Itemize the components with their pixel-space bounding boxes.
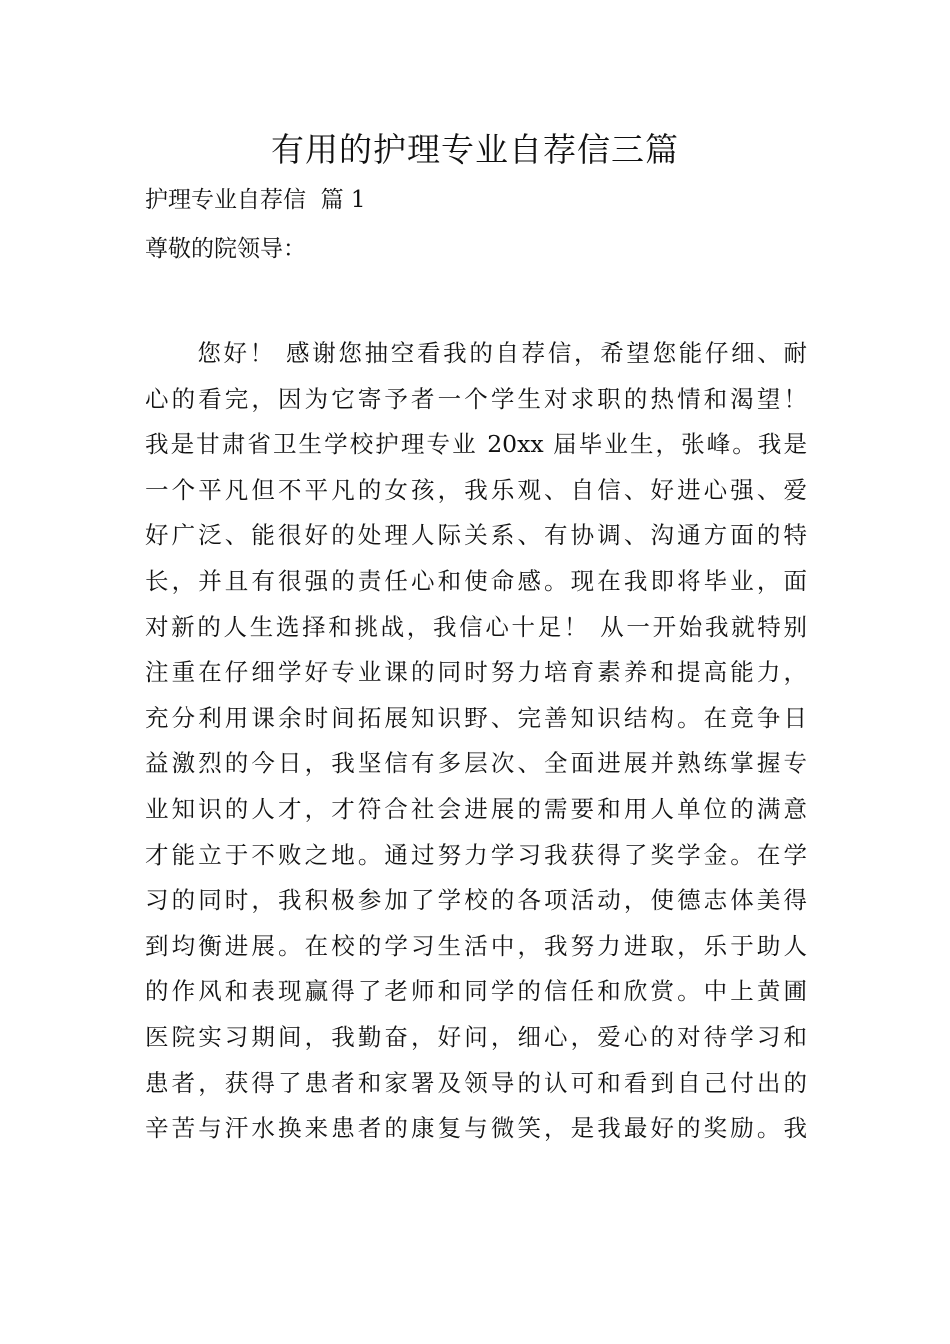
body-line: 辛苦与汗水换来患者的康复与微笑，是我最好的奖励。我 (145, 1114, 807, 1143)
body-line: 的作风和表现赢得了老师和同学的信任和欣赏。中上黄圃 (145, 977, 807, 1006)
body-line: 一个平凡但不平凡的女孩，我乐观、自信、好进心强、爱 (145, 475, 807, 504)
salutation: 尊敬的院领导： (145, 236, 306, 262)
body-line: 医院实习期间，我勤奋，好问，细心，爱心的对待学习和 (145, 1022, 807, 1051)
body-line: 到均衡进展。在校的学习生活中，我努力进取，乐于助人 (145, 931, 807, 960)
body-line: 注重在仔细学好专业课的同时努力培育素养和提高能力， (145, 658, 807, 687)
body-line: 心的看完，因为它寄予者一个学生对求职的热情和渴望！ (145, 384, 807, 413)
letter-body (145, 331, 807, 1152)
body-line: 患者，获得了患者和家署及领导的认可和看到自己付出的 (145, 1068, 807, 1097)
document-title: 有用的护理专业自荐信三篇 (271, 130, 679, 169)
body-line: 对新的人生选择和挑战，我信心十足！ 从一开始我就特别 (145, 612, 807, 641)
body-line: 充分利用课余时间拓展知识野、完善知识结构。在竞争日 (145, 703, 807, 732)
body-line: 习的同时，我积极参加了学校的各项活动，使德志体美得 (145, 886, 807, 915)
body-line: 才能立于不败之地。通过努力学习我获得了奖学金。在学 (145, 840, 807, 869)
section-heading: 护理专业自荐信 篇 1 (145, 187, 366, 213)
body-line: 长，并且有很强的责任心和使命感。现在我即将毕业，面 (145, 566, 807, 595)
body-line: 业知识的人才，才符合社会进展的需要和用人单位的满意 (145, 794, 807, 823)
body-line: 我是甘肃省卫生学校护理专业 20xx 届毕业生，张峰。我是 (145, 430, 807, 459)
body-line: 好广泛、能很好的处理人际关系、有协调、沟通方面的特 (145, 521, 807, 550)
body-line: 您好！ 感谢您抽空看我的自荐信，希望您能仔细、耐 (145, 339, 807, 367)
body-line: 益激烈的今日，我坚信有多层次、全面进展并熟练掌握专 (145, 749, 807, 778)
